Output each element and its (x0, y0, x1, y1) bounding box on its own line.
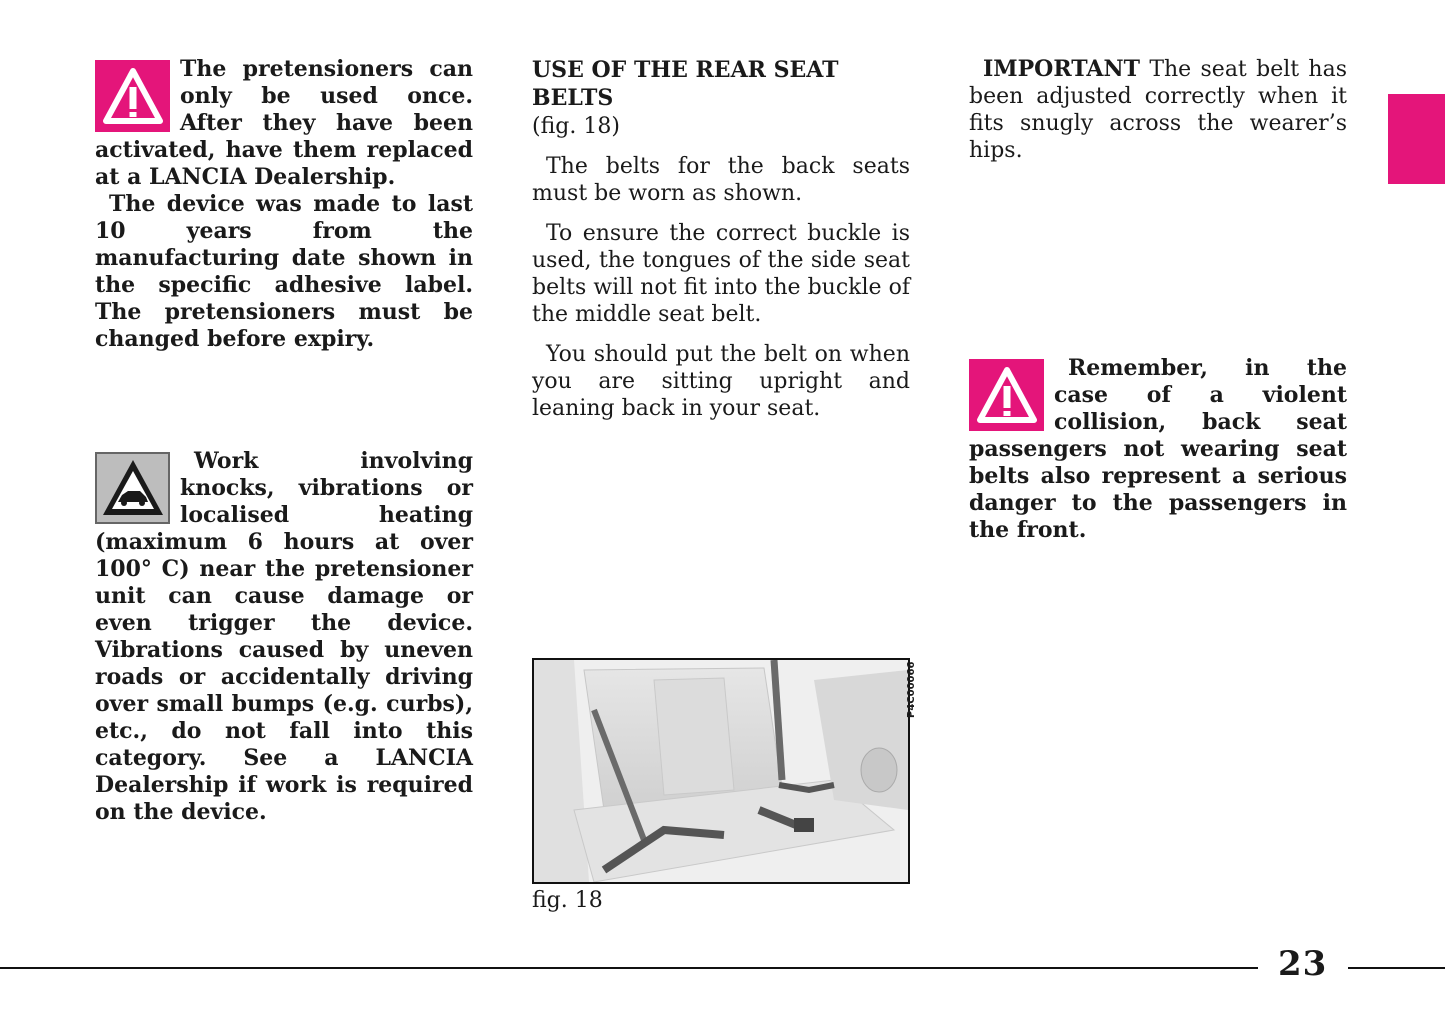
section-heading-fig-ref: (fig. 18) (532, 114, 620, 139)
important-note (969, 56, 1347, 164)
important-label: IMPORTANT (983, 56, 1140, 82)
body-paragraph-1: The belts for the back seats must be worn as shown. (532, 154, 910, 206)
collision-warning-text: Remember, in the case of a violent collision, back seat passengers not wearing seat belts also represent a serious danger to the passengers in the front. (969, 355, 1347, 543)
footer-rule-left (0, 967, 1258, 969)
section-heading-title: USE OF THE REAR SEAT BELTS (532, 57, 839, 111)
pretensioner-warning-text-1: The pretensioners can only be used once. After they have been activated, have them replaced at a LANCIA Dealership. (95, 56, 473, 190)
rear-seat-belts-section (532, 56, 910, 435)
figure-caption: fig. 18 (532, 888, 603, 913)
figure-code: P4C00066 (906, 661, 917, 718)
warning-triangle-icon (969, 359, 1044, 431)
important-note-text (969, 56, 1347, 164)
warning-triangle-icon (95, 60, 170, 132)
rear-seat-belt-figure (532, 658, 910, 884)
section-tab-marker (1388, 94, 1445, 184)
vibration-warning-text: Work involving knocks, vibrations or localised heating (maximum 6 hours at over 100° C) near the pretensioner unit can cause damage or even trigger the device. Vibrations caused by uneven roads or accidentally driving over small bumps (e.g. curbs), etc., do not fall into this category. See a LANCIA Dealership if work is required on the device. (95, 448, 473, 825)
body-paragraph-3: You should put the belt on when you are sitting upright and leaning back in your seat. (532, 342, 910, 421)
pretensioner-warning (95, 56, 473, 353)
car-hazard-icon (95, 452, 170, 524)
section-heading (532, 56, 910, 141)
important-body: The seat belt has been adjusted correctly when it fits snugly across the wearer’s hips. (969, 57, 1347, 163)
pretensioner-warning-text-2: The device was made to last 10 years from the manufacturing date shown in the specific adhesive label. The pretensioners must be changed before expiry. (95, 191, 473, 352)
collision-warning (969, 355, 1347, 544)
vibration-warning (95, 448, 473, 826)
body-paragraph-2: To ensure the correct buckle is used, the tongues of the side seat belts will not fit into the buckle of the middle seat belt. (532, 221, 910, 327)
page-number: 23 (1278, 944, 1328, 984)
footer-rule-right (1348, 967, 1445, 969)
